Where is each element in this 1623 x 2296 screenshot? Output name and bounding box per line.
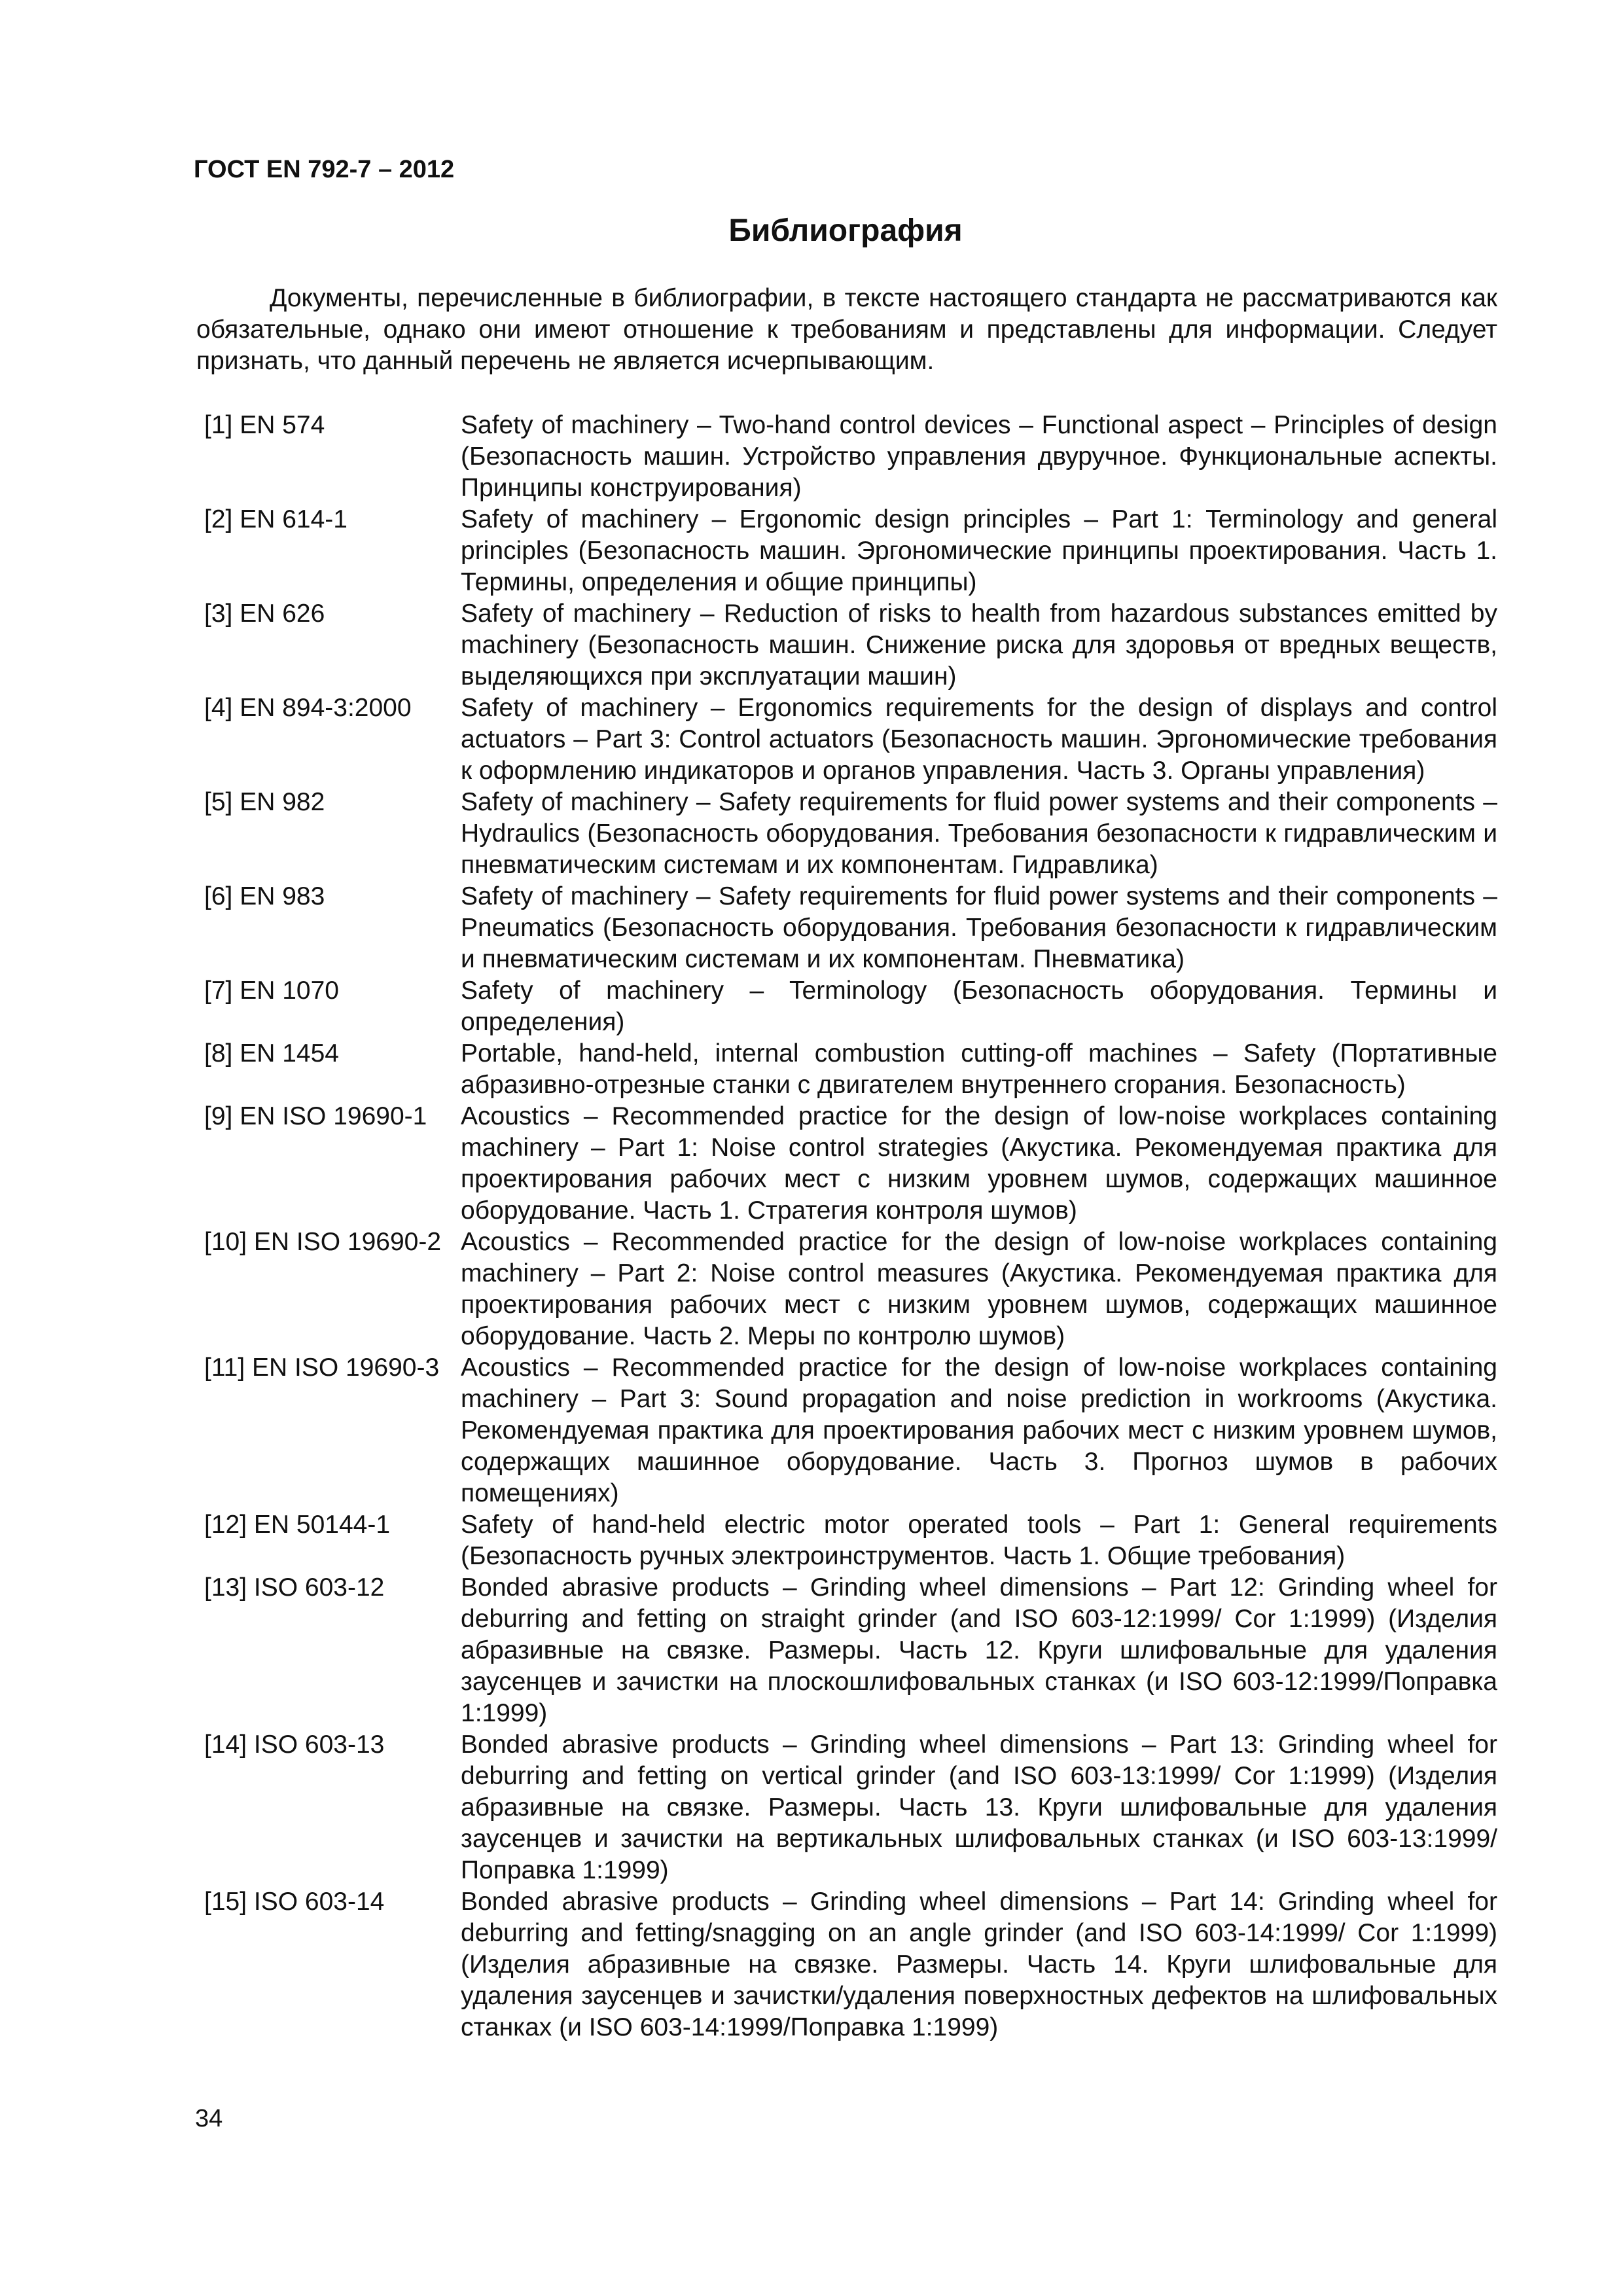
entry-reference-key: [10] EN ISO 19690-2 xyxy=(204,1228,442,1256)
bibliography-entry xyxy=(204,1227,1497,1352)
entry-reference-key: [11] EN ISO 19690-3 xyxy=(204,1354,440,1382)
entry-reference-key: [15] ISO 603-14 xyxy=(204,1888,385,1916)
bibliography-list xyxy=(204,410,1497,2043)
entry-description: Safety of machinery – Safety requirements for fluid power systems and their components – Hydraulics (Безопасность оборудования. Требования безопасности к гидравлическим и пневматическим системам и их компонентам. Гидравлика) xyxy=(461,788,1497,879)
bibliography-entry xyxy=(204,787,1497,881)
bibliography-entry xyxy=(204,1886,1497,2043)
page-title: Библиография xyxy=(728,213,963,248)
entry-description: Safety of machinery – Ergonomic design principles – Part 1: Terminology and general principles (Безопасность машин. Эргономические принципы проектирования. Часть 1. Термины, определения и общие принципы) xyxy=(461,505,1497,596)
intro-paragraph: Документы, перечисленные в библиографии, в тексте настоящего стандарта не рассматриваются как обязательные, однако они имеют отношение к требованиям и представлены для информации. Следует признать, что данный перечень не является исчерпывающим. xyxy=(196,284,1497,375)
entry-reference-key: [9] EN ISO 19690-1 xyxy=(204,1102,427,1130)
bibliography-entry xyxy=(204,1101,1497,1227)
entry-reference-key: [6] EN 983 xyxy=(204,882,325,910)
entry-reference-key: [7] EN 1070 xyxy=(204,977,339,1005)
entry-reference-key: [2] EN 614-1 xyxy=(204,505,348,533)
entry-description: Safety of machinery – Reduction of risks to health from hazardous substances emitted by machinery (Безопасность машин. Снижение риска для здоровья от вредных веществ, выделяющихся при эксплуатации машин) xyxy=(461,600,1497,691)
bibliography-entry xyxy=(204,1352,1497,1509)
bibliography-entry xyxy=(204,692,1497,787)
entry-description: Safety of machinery – Two-hand control devices – Functional aspect – Principles of design (Безопасность машин. Устройство управления двуручное. Функциональные аспекты. Принципы конструирования) xyxy=(461,411,1497,502)
bibliography-entry xyxy=(204,1509,1497,1572)
entry-reference-key: [4] EN 894-3:2000 xyxy=(204,694,412,722)
bibliography-entry xyxy=(204,504,1497,598)
entry-reference-key: [12] EN 50144-1 xyxy=(204,1511,391,1539)
entry-description: Safety of machinery – Terminology (Безопасность оборудования. Термины и определения) xyxy=(461,977,1497,1036)
entry-description: Safety of machinery – Ergonomics requirements for the design of displays and control actuators – Part 3: Control actuators (Безопасность машин. Эргономические требования к оформлению индикаторов и органов управления. Часть 3. Органы управления) xyxy=(461,694,1497,785)
bibliography-entry xyxy=(204,881,1497,975)
page-number: 34 xyxy=(195,2105,223,2132)
entry-description: Portable, hand-held, internal combustion cutting-off machines – Safety (Портативные абразивно-отрезные станки с двигателем внутреннего сгорания. Безопасность) xyxy=(461,1039,1497,1099)
bibliography-entry xyxy=(204,1572,1497,1729)
entry-reference-key: [3] EN 626 xyxy=(204,600,325,628)
entry-description: Bonded abrasive products – Grinding wheel dimensions – Part 14: Grinding wheel for deburring and fetting/snagging on an angle grinder (and ISO 603-14:1999/ Cor 1:1999) (Изделия абразивные на связке. Размеры. Часть 14. Круги шлифовальные для удаления заусенцев и зачистки/удаления поверхностных дефектов на шлифовальных станках (и ISO 603-14:1999/Поправка 1:1999) xyxy=(461,1888,1497,2041)
bibliography-entry xyxy=(204,410,1497,504)
entry-reference-key: [8] EN 1454 xyxy=(204,1039,339,1067)
bibliography-entry xyxy=(204,975,1497,1038)
entry-description: Bonded abrasive products – Grinding wheel dimensions – Part 12: Grinding wheel for deburring and fetting on straight grinder (and ISO 603-12:1999/ Cor 1:1999) (Изделия абразивные на связке. Размеры. Часть 12. Круги шлифовальные для удаления заусенцев и зачистки на плоскошлифовальных станках (и ISO 603-12:1999/Поправка 1:1999) xyxy=(461,1573,1497,1727)
entry-description: Acoustics – Recommended practice for the design of low-noise workplaces containing machinery – Part 1: Noise control strategies (Акустика. Рекомендуемая практика для проектирования рабочих мест с низким уровнем шумов, содержащих машинное оборудование. Часть 1. Стратегия контроля шумов) xyxy=(461,1102,1497,1225)
bibliography-entry xyxy=(204,598,1497,692)
entry-description: Safety of hand-held electric motor operated tools – Part 1: General requirements (Безопасность ручных электроинструментов. Часть 1. Общие требования) xyxy=(461,1511,1497,1570)
standard-header: ГОСТ EN 792-7 – 2012 xyxy=(194,156,455,183)
bibliography-entry xyxy=(204,1038,1497,1101)
entry-reference-key: [13] ISO 603-12 xyxy=(204,1573,385,1602)
entry-reference-key: [14] ISO 603-13 xyxy=(204,1731,385,1759)
bibliography-entry xyxy=(204,1729,1497,1886)
entry-description: Acoustics – Recommended practice for the design of low-noise workplaces containing machinery – Part 3: Sound propagation and noise prediction in workrooms (Акустика. Рекомендуемая практика для проектирования рабочих мест с низким уровнем шумов, содержащих машинное оборудование. Часть 3. Прогноз шумов в рабочих помещениях) xyxy=(461,1354,1497,1507)
entry-description: Bonded abrasive products – Grinding wheel dimensions – Part 13: Grinding wheel for deburring and fetting on vertical grinder (and ISO 603-13:1999/ Cor 1:1999) (Изделия абразивные на связке. Размеры. Часть 13. Круги шлифовальные для удаления заусенцев и зачистки на вертикальных шлифовальных станках (и ISO 603-13:1999/Поправка 1:1999) xyxy=(461,1731,1497,1884)
entry-reference-key: [5] EN 982 xyxy=(204,788,325,816)
entry-description: Safety of machinery – Safety requirements for fluid power systems and their components – Pneumatics (Безопасность оборудования. Требования безопасности к гидравлическим и пневматическим системам и их компонентам. Пневматика) xyxy=(461,882,1497,973)
entry-description: Acoustics – Recommended practice for the design of low-noise workplaces containing machinery – Part 2: Noise control measures (Акустика. Рекомендуемая практика для проектирования рабочих мест с низким уровнем шумов, содержащих машинное оборудование. Часть 2. Меры по контролю шумов) xyxy=(461,1228,1497,1350)
entry-reference-key: [1] EN 574 xyxy=(204,411,325,439)
